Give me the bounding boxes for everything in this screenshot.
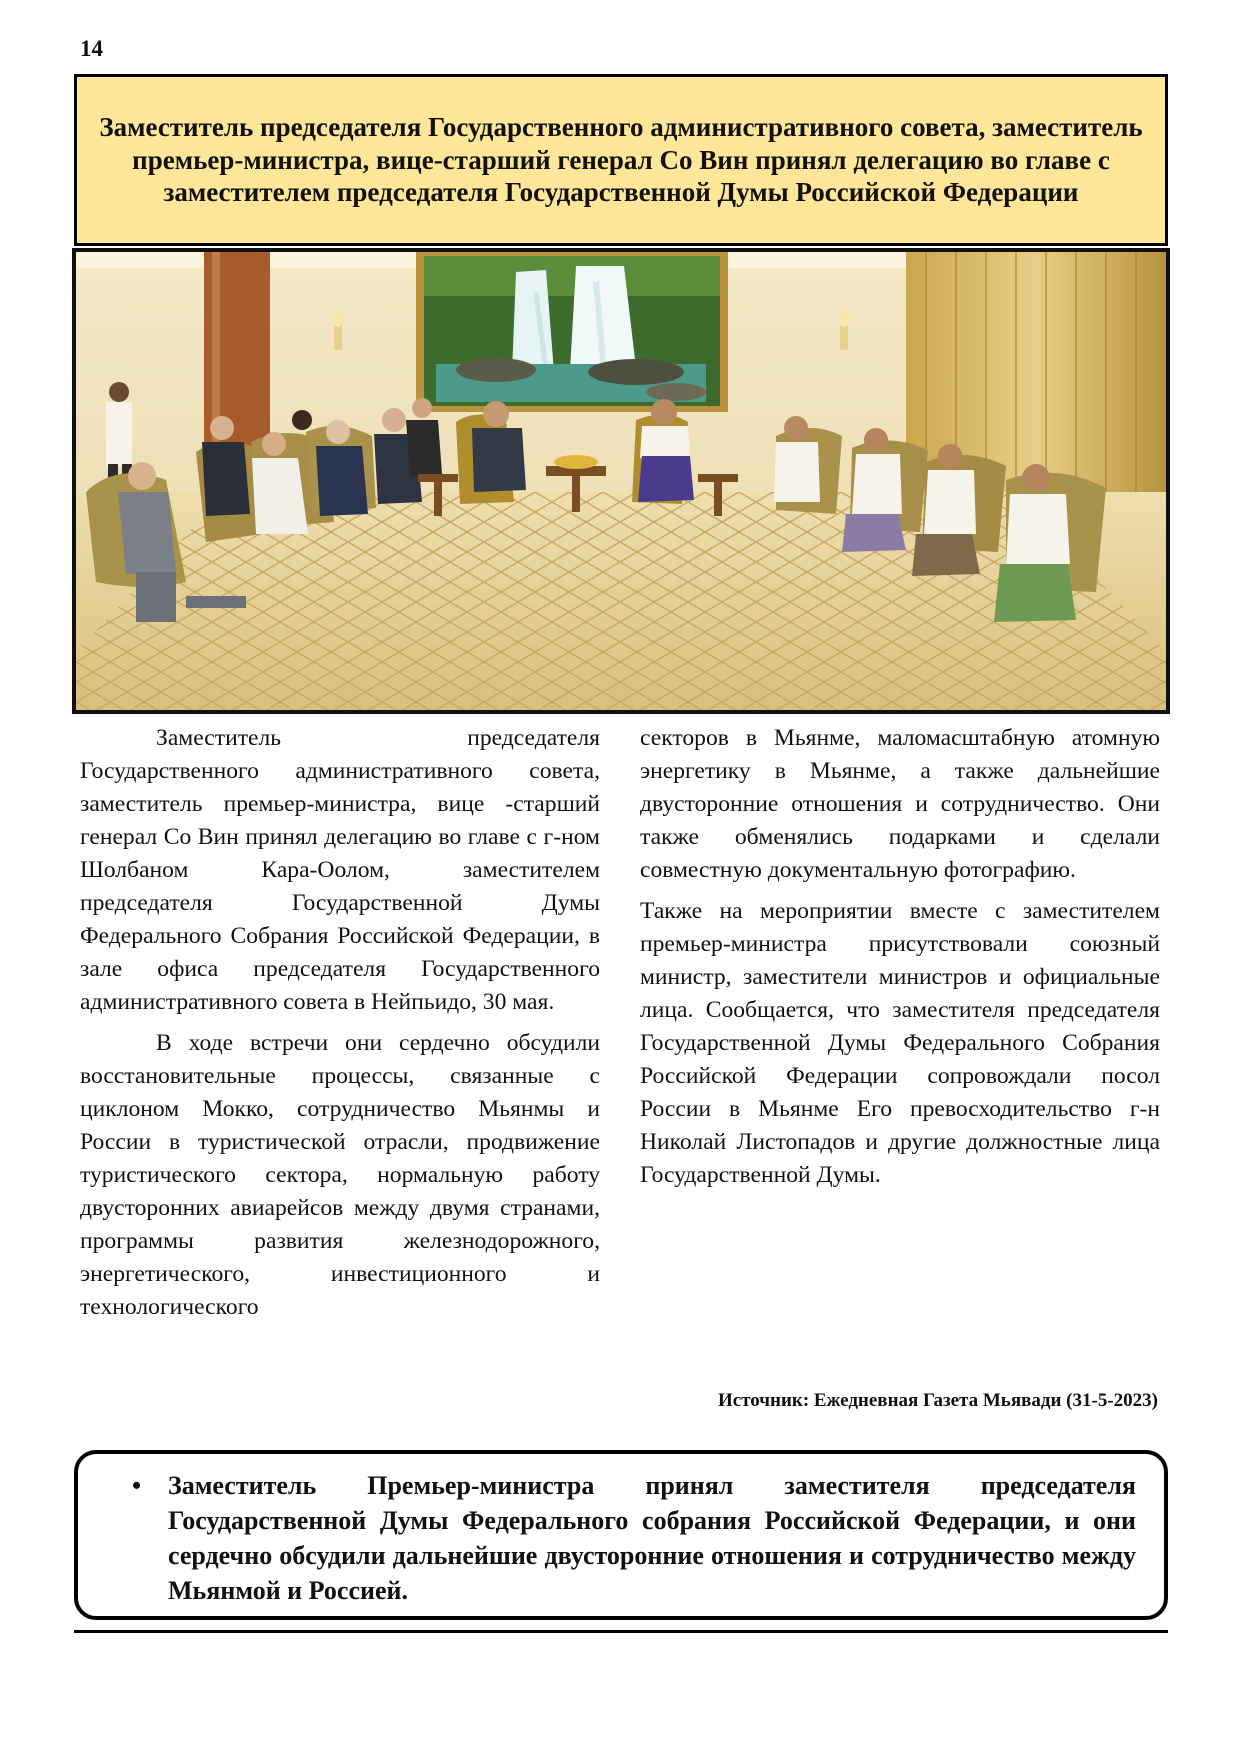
article-paragraph: Также на мероприятии вместе с заместителем премьер-министра присутствовали союзный министр, заместители министров и официальные лица. Сообщается, что заместителя председателя Государственной Думы Федерального Собрания Российской Федерации сопровождали посол России в Мьянме Его превосходительство г-н Николай Листопадов и другие должностные лица Государственной Думы. [640, 898, 1160, 1188]
meeting-photo-illustration [76, 252, 1166, 710]
article-paragraph: Заместитель председателя Государственного административного совета, заместитель премьер-министра, вице -старший генерал Со Вин принял делегацию во главе с г-ном Шолбаном Кара-Оолом, заместителем председателя Государственной Думы Федерального Собрания Российской Федерации, в зале офиса председателя Государственного административного совета в Нейпьидо, 30 мая. [80, 725, 600, 1015]
summary-item [132, 1468, 1136, 1608]
article-paragraph: В ходе встречи они сердечно обсудили восстановительные процессы, связанные с циклоном Мокко, сотрудничество Мьянмы и России в туристической отрасли, продвижение туристического сектора, нормальную работу двусторонних авиарейсов между двумя странами, программы развития железнодорожного, энергетического, инвестиционного и технологического [80, 1030, 600, 1320]
page-number: 14 [80, 36, 103, 61]
meeting-photo [72, 248, 1170, 714]
article-right-column [640, 722, 1160, 1200]
headline: Заместитель председателя Государственного административного совета, заместитель премьер-министра, вице-старший генерал Со Вин принял делегацию во главе с заместителем председателя Государственной Думы Российской Федерации [99, 111, 1143, 208]
article-paragraph: секторов в Мьянме, маломасштабную атомную энергетику в Мьянме, а также дальнейшие двусторонние отношения и сотрудничество. Они также обменялись подарками и сделали совместную документальную фотографию. [640, 725, 1160, 883]
article-left-column [80, 722, 600, 1332]
summary-list [118, 1468, 1136, 1608]
summary-text: Заместитель Премьер-министра принял заместителя председателя Государственной Думы Федерального собрания Российской Федерации, и они сердечно обсудили дальнейшие двусторонние отношения и сотрудничество между Мьянмой и Россией. [168, 1471, 1136, 1605]
article-source: Источник: Ежедневная Газета Мьявади (31-5-2023) [718, 1390, 1158, 1411]
bottom-divider [74, 1630, 1168, 1633]
headline-box [74, 74, 1168, 246]
summary-box [74, 1450, 1168, 1620]
bullet-icon: • [132, 1471, 142, 1500]
